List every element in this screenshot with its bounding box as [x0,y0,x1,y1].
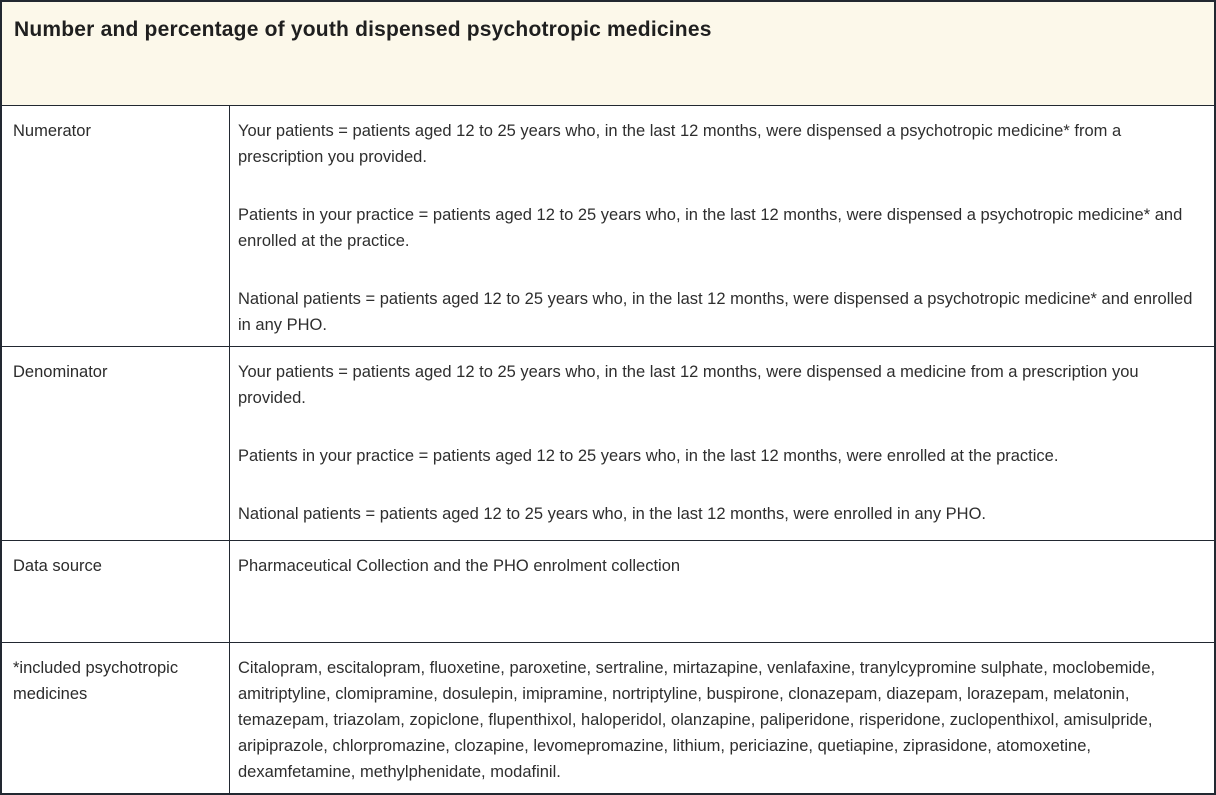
row-content-denominator [230,347,1214,540]
table-row-included-medicines [2,642,1214,793]
table-row-data-source [2,540,1214,642]
row-label-data-source: Data source [2,541,230,642]
page-title: Number and percentage of youth dispensed psychotropic medicines [14,18,712,41]
definition-paragraph: National patients = patients aged 12 to 25 years who, in the last 12 months, were dispensed a psychotropic medicine* and enrolled in any PHO. [238,290,1193,334]
definition-paragraph: Patients in your practice = patients aged 12 to 25 years who, in the last 12 months, were dispensed a psychotropic medicine* and enrolled at the practice. [238,206,1183,250]
definition-paragraph: National patients = patients aged 12 to 25 years who, in the last 12 months, were enrolled in any PHO. [238,505,986,523]
table-row-numerator [2,105,1214,346]
row-label-included-medicines: *included psychotropic medicines [2,643,230,793]
row-label-numerator: Numerator [2,106,230,346]
row-content-included-medicines [230,643,1214,793]
row-label-denominator: Denominator [2,347,230,540]
definition-paragraph: Your patients = patients aged 12 to 25 years who, in the last 12 months, were dispensed a psychotropic medicine* from a prescription you provided. [238,122,1122,166]
table-title-band [2,2,1214,105]
medicine-list: Citalopram, escitalopram, fluoxetine, paroxetine, sertraline, mirtazapine, venlafaxine, tranylcypromine sulphate, moclobemide, amitriptyline, clomipramine, dosulepin, imipramine, nortriptyline, buspirone, clonazepam, diazepam, lorazepam, melatonin, temazepam, triazolam, zopiclone, flupenthixol, haloperidol, olanzapine, paliperidone, risperidone, zuclopenthixol, amisulpride, aripiprazole, chlorpromazine, clozapine, levomepromazine, lithium, periciazine, quetiapine, ziprasidone, atomoxetine, dexamfetamine, methylphenidate, modafinil. [238,659,1156,781]
row-content-data-source [230,541,1214,642]
definition-paragraph: Pharmaceutical Collection and the PHO enrolment collection [238,557,681,575]
row-content-numerator [230,106,1214,346]
table-row-denominator [2,346,1214,540]
definition-paragraph: Patients in your practice = patients aged 12 to 25 years who, in the last 12 months, were enrolled at the practice. [238,447,1059,465]
definition-paragraph: Your patients = patients aged 12 to 25 years who, in the last 12 months, were dispensed a medicine from a prescription you provided. [238,363,1139,407]
